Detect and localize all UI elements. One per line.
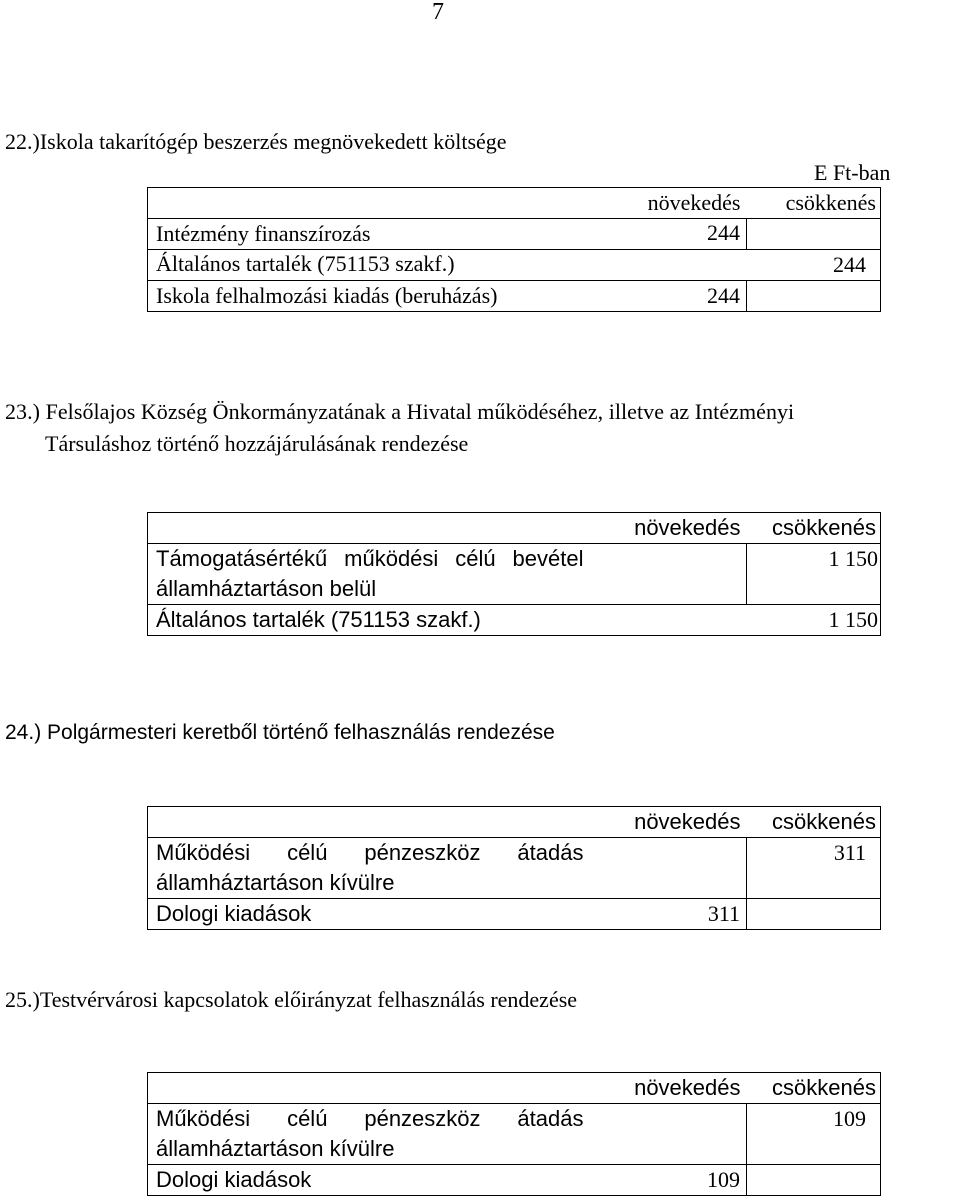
header-decrease: csökkenés [747, 513, 881, 544]
row-label: Iskola felhalmozási kiadás (beruházás) [148, 281, 617, 312]
row-decrease: 1 150 [747, 544, 881, 605]
table-header-row [148, 513, 881, 544]
row-label [148, 544, 584, 605]
section22-title: 22.)Iskola takarítógép beszerzés megnövekedett költsége [5, 129, 507, 154]
header-decrease: csökkenés [747, 188, 881, 219]
section25-title: 25.)Testvérvárosi kapcsolatok előirányzat felhasználás rendezése [5, 987, 578, 1012]
header-decrease: csökkenés [747, 1073, 881, 1104]
row-increase [584, 1104, 747, 1165]
row-increase [584, 838, 747, 899]
row-decrease: 311 [747, 838, 881, 899]
table-row [148, 838, 881, 899]
section23-title [5, 396, 960, 460]
section23-title-line1: 23.) Felsőlajos Község Önkormányzatának a Hivatal működéséhez, illetve az Intézményi [5, 399, 795, 424]
row-label-line2: államháztartáson kívülre [156, 1136, 395, 1161]
row-decrease [747, 281, 881, 312]
row-increase [584, 605, 747, 636]
row-decrease: 1 150 [747, 605, 881, 636]
table-header-row [148, 1073, 881, 1104]
table-row [148, 281, 881, 312]
row-increase [617, 250, 747, 281]
section24-title: 24.) Polgármesteri keretből történő felhasználás rendezése [5, 721, 555, 744]
section25-table [147, 1072, 881, 1196]
row-label [148, 838, 584, 899]
row-label: Általános tartalék (751153 szakf.) [148, 250, 617, 281]
row-label-line2: államháztartáson kívülre [156, 870, 395, 895]
header-increase: növekedés [617, 188, 747, 219]
row-label-line1: Támogatásértékű működési célú bevétel [156, 546, 584, 571]
row-label: Dologi kiadások [148, 1165, 584, 1196]
section24-table [147, 806, 881, 930]
unit-label: E Ft-ban [814, 160, 891, 185]
table-row [148, 219, 881, 250]
table-row [148, 605, 881, 636]
table-row [148, 899, 881, 930]
row-increase: 244 [617, 281, 747, 312]
row-increase: 311 [584, 899, 747, 930]
header-increase: növekedés [584, 1073, 747, 1104]
row-decrease: 109 [747, 1104, 881, 1165]
row-label-line2: államháztartáson belül [156, 576, 377, 601]
header-decrease: csökkenés [747, 807, 881, 838]
table-row [148, 1104, 881, 1165]
section22-table [147, 187, 881, 312]
row-decrease [747, 899, 881, 930]
header-increase: növekedés [584, 513, 747, 544]
table-row [148, 544, 881, 605]
row-label [148, 1104, 584, 1165]
row-increase: 244 [617, 219, 747, 250]
row-label: Intézmény finanszírozás [148, 219, 617, 250]
row-decrease [747, 219, 881, 250]
page-number: 7 [432, 0, 444, 25]
row-increase: 109 [584, 1165, 747, 1196]
section23-title-line2: Társuláshoz történő hozzájárulásának rendezése [45, 431, 469, 456]
table-row [148, 1165, 881, 1196]
row-increase [584, 544, 747, 605]
table-header-row [148, 188, 881, 219]
table-header-row [148, 807, 881, 838]
row-decrease [747, 1165, 881, 1196]
row-label-line1: Működési célú pénzeszköz átadás [156, 1106, 584, 1131]
row-label-line1: Működési célú pénzeszköz átadás [156, 840, 584, 865]
row-label: Dologi kiadások [148, 899, 584, 930]
row-label: Általános tartalék (751153 szakf.) [148, 605, 584, 636]
row-decrease: 244 [747, 250, 881, 281]
header-increase: növekedés [584, 807, 747, 838]
table-row [148, 250, 881, 281]
section23-table [147, 512, 881, 636]
